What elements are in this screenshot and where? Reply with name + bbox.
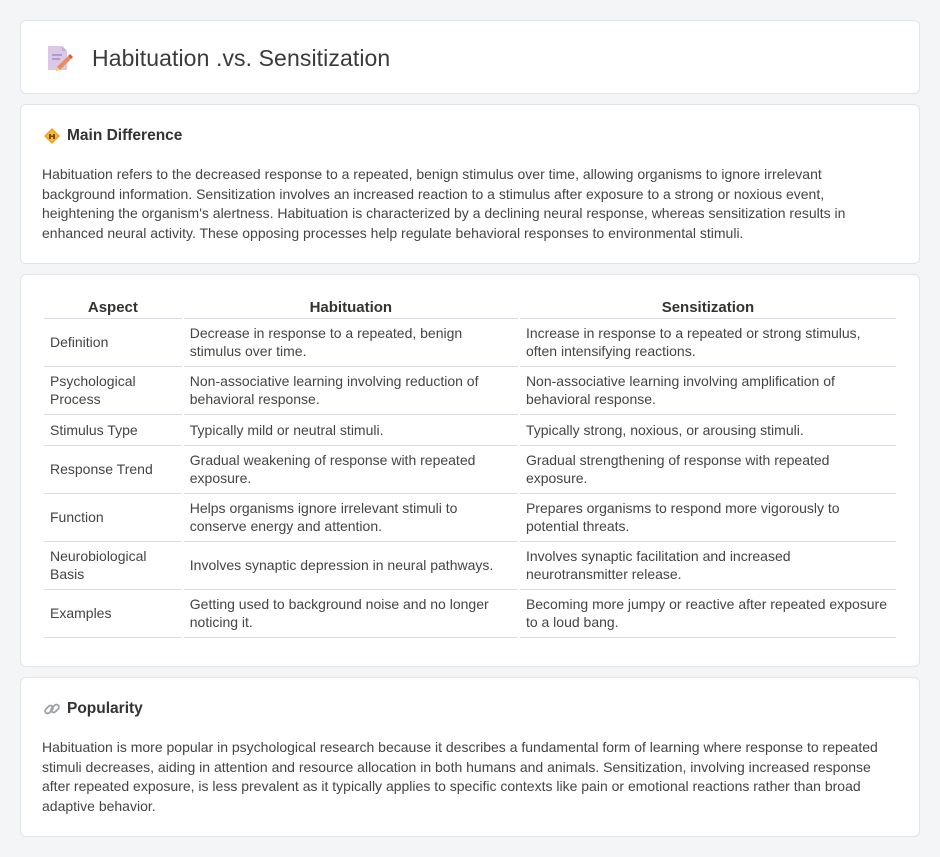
- table-row: [44, 542, 896, 590]
- table-row: [44, 415, 896, 446]
- row-aspect: Response Trend: [44, 446, 182, 494]
- row-aspect: Function: [44, 494, 182, 542]
- table-row: [44, 494, 896, 542]
- main-difference-card: [20, 104, 920, 264]
- row-sensitization: Non-associative learning involving amplification of behavioral response.: [520, 367, 896, 415]
- popularity-heading: [43, 700, 143, 718]
- popularity-title: Popularity: [67, 700, 143, 717]
- row-sensitization: Gradual strengthening of response with repeated exposure.: [520, 446, 896, 494]
- row-aspect: Neurobiological Basis: [44, 542, 182, 590]
- row-aspect: Definition: [44, 319, 182, 367]
- row-aspect: Examples: [44, 590, 182, 638]
- row-habituation: Decrease in response to a repeated, benign stimulus over time.: [184, 319, 518, 367]
- table-row: [44, 590, 896, 638]
- row-sensitization: Increase in response to a repeated or strong stimulus, often intensifying reactions.: [520, 319, 896, 367]
- row-sensitization: Prepares organisms to respond more vigorously to potential threats.: [520, 494, 896, 542]
- popularity-card: [20, 677, 920, 837]
- table-row: [44, 319, 896, 367]
- main-difference-heading: [43, 127, 182, 145]
- comparison-table: [42, 297, 898, 638]
- header-aspect: Aspect: [44, 297, 182, 319]
- row-habituation: Getting used to background noise and no longer noticing it.: [184, 590, 518, 638]
- table-row: [44, 446, 896, 494]
- comparison-card: [20, 274, 920, 667]
- link-icon: [43, 700, 61, 718]
- row-aspect: Stimulus Type: [44, 415, 182, 446]
- main-difference-text: Habituation refers to the decreased response to a repeated, benign stimulus over time, allowing organisms to ignore irrelevant background information. Sensitization involves an increased reaction to a stimulus after exposure to a strong or noxious event, heightening the organism's alertness. Habituation is characterized by a declining neural response, whereas sensitization results in enhanced neural activity. These opposing processes help regulate behavioral responses to environmental stimuli.: [42, 166, 846, 241]
- header-card: [20, 20, 920, 94]
- row-sensitization: Involves synaptic facilitation and increased neurotransmitter release.: [520, 542, 896, 590]
- document-pencil-icon: [45, 43, 73, 73]
- row-habituation: Helps organisms ignore irrelevant stimuli to conserve energy and attention.: [184, 494, 518, 542]
- page-title: Habituation .vs. Sensitization: [92, 44, 391, 71]
- main-difference-title: Main Difference: [67, 127, 183, 144]
- row-sensitization: Becoming more jumpy or reactive after repeated exposure to a loud bang.: [520, 590, 896, 638]
- row-habituation: Non-associative learning involving reduction of behavioral response.: [184, 367, 518, 415]
- diamond-badge-icon: [43, 127, 61, 145]
- row-aspect: Psychological Process: [44, 367, 182, 415]
- header-habituation: Habituation: [184, 297, 518, 319]
- header-sensitization: Sensitization: [520, 297, 896, 319]
- title-row: [45, 43, 390, 73]
- popularity-text: Habituation is more popular in psychological research because it describes a fundamental form of learning where response to repeated stimuli decreases, aiding in attention and resource allocation in both humans and animals. Sensitization, involving increased response after repeated exposure, is less prevalent as it typically applies to specific contexts like pain or emotional reactions rather than broad adaptive behavior.: [42, 739, 878, 814]
- row-habituation: Typically mild or neutral stimuli.: [184, 415, 518, 446]
- row-habituation: Gradual weakening of response with repeated exposure.: [184, 446, 518, 494]
- table-header-row: [44, 297, 896, 319]
- row-sensitization: Typically strong, noxious, or arousing stimuli.: [520, 415, 896, 446]
- table-row: [44, 367, 896, 415]
- row-habituation: Involves synaptic depression in neural pathways.: [184, 542, 518, 590]
